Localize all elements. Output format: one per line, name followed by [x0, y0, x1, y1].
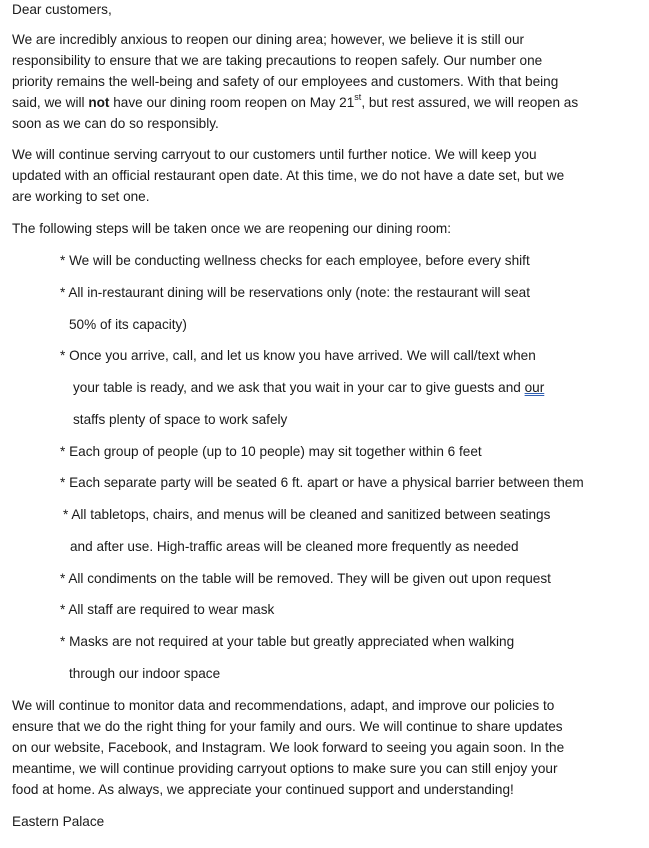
step-item: * All staff are required to wear mask — [60, 602, 275, 617]
step-item-continuation: through our indoor space — [69, 666, 221, 681]
steps-intro: The following steps will be taken once we are reopening our dining room: — [12, 221, 452, 236]
step-item-continuation: 50% of its capacity) — [69, 317, 187, 332]
text-span: , but rest assured, we will reopen as — [361, 95, 579, 110]
step-item: * All in-restaurant dining will be reservations only (note: the restaurant will seat — [60, 285, 530, 300]
step-item: * Each separate party will be seated 6 ft. apart or have a physical barrier between them — [60, 475, 584, 490]
step-item: * We will be conducting wellness checks for each employee, before every shift — [60, 253, 530, 268]
paragraph-2-line: updated with an official restaurant open date. At this time, we do not have a date set, but we — [12, 168, 565, 183]
step-item-continuation: staffs plenty of space to work safely — [73, 412, 288, 427]
step-item: * Once you arrive, call, and let us know you have arrived. We will call/text when — [60, 348, 536, 363]
text-span: said, we will — [12, 95, 89, 110]
paragraph-2-line: are working to set one. — [12, 189, 150, 204]
step-item: * Masks are not required at your table but greatly appreciated when walking — [60, 634, 515, 649]
paragraph-3-line: We will continue to monitor data and recommendations, adapt, and improve our policies to — [12, 698, 555, 713]
step-item: * Each group of people (up to 10 people) may sit together within 6 feet — [60, 444, 482, 459]
text-span: have our dining room reopen on May 21 — [109, 95, 355, 110]
paragraph-1-line: responsibility to ensure that we are taking precautions to reopen safely. Our number one — [12, 53, 543, 68]
paragraph-2-line: We will continue serving carryout to our customers until further notice. We will keep you — [12, 147, 537, 162]
underlined-word: our — [524, 380, 545, 395]
paragraph-3-line: ensure that we do the right thing for your family and ours. We will continue to share updates — [12, 719, 563, 734]
bold-not: not — [88, 95, 110, 110]
paragraph-1-line: priority remains the well-being and safety of our employees and customers. With that being — [12, 74, 559, 89]
step-item: * All condiments on the table will be removed. They will be given out upon request — [60, 571, 551, 586]
paragraph-1-line: soon as we can do so responsibly. — [12, 116, 219, 131]
superscript-st: st — [354, 92, 362, 103]
signature: Eastern Palace — [12, 814, 105, 829]
paragraph-3-line: meantime, we will continue providing carryout options to make sure you can still enjoy your — [12, 761, 558, 776]
step-item-continuation — [73, 378, 544, 398]
paragraph-1-line — [12, 93, 578, 113]
step-item-continuation: and after use. High-traffic areas will be cleaned more frequently as needed — [70, 539, 519, 554]
text-span: your table is ready, and we ask that you wait in your car to give guests and — [73, 380, 525, 395]
paragraph-3-line: on our website, Facebook, and Instagram. We look forward to seeing you again soon. In the — [12, 740, 565, 755]
paragraph-3-line: food at home. As always, we appreciate your continued support and understanding! — [12, 782, 514, 797]
paragraph-1-line: We are incredibly anxious to reopen our dining area; however, we believe it is still our — [12, 32, 525, 47]
greeting: Dear customers, — [12, 2, 112, 17]
step-item: * All tabletops, chairs, and menus will be cleaned and sanitized between seatings — [63, 507, 551, 522]
